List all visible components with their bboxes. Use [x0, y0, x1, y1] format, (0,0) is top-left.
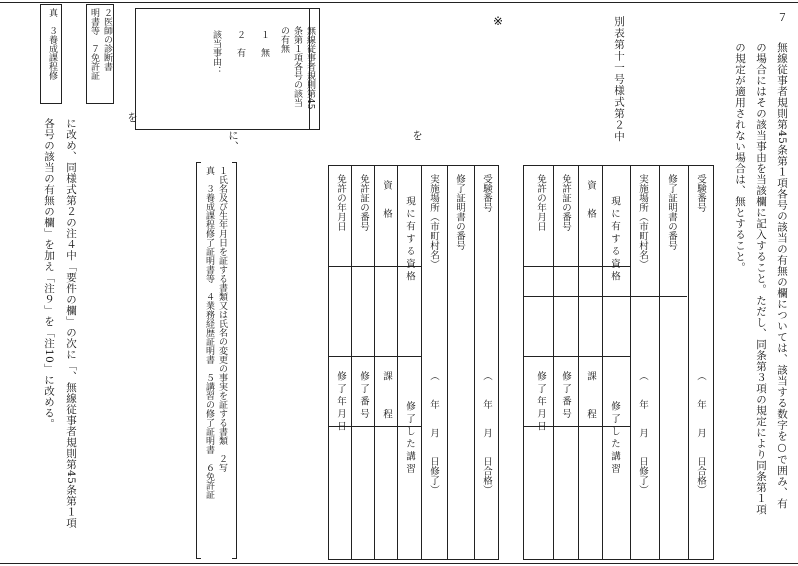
option-none: １ 無	[259, 30, 269, 57]
table-a-exam-label: 受験番号	[695, 174, 706, 212]
table-b-qual-label: 資 格	[381, 180, 392, 218]
closing-line1: に改め、同様式第２の注４中「要件の欄」の次に「、無線従事者規則第45条第１項	[65, 118, 77, 529]
table-a-cert-label: 修了証明書の番号	[666, 174, 677, 250]
attach-new-line1: １氏名及び生年月日を証する書類又は氏名の変更の事実を証する書類 ２写	[217, 166, 227, 472]
table-a-header-right: 修 了 し た 講 習	[609, 401, 620, 474]
connector-wo-1: を	[411, 130, 423, 141]
fragment-a: ２医師の診断書	[102, 8, 112, 71]
rule-line3: の有無	[279, 26, 289, 53]
rule-line1: 無線従事者規則第45	[305, 26, 315, 110]
table-b-exam-value: （ 年 月 日合格）	[481, 371, 492, 495]
table-b-place-value: （ 年 月 日修了）	[428, 371, 439, 495]
table-a-license-no-label: 免許証の番号	[560, 174, 571, 231]
table-b-course-label: 課 程	[381, 371, 392, 419]
table-b-exam-label: 受験番号	[481, 174, 492, 212]
connector-ni: に、	[227, 130, 239, 152]
rule-line2: 条第１項各号の該当	[292, 26, 302, 107]
asterisk-mark: ※	[493, 14, 504, 28]
note7-line2: の場合にはその該当事由を当該欄に記入すること。ただし、同条第３項の規定により同条第１項	[755, 42, 767, 515]
table-a-header-left: 現 に 有 す る 資 格	[609, 196, 620, 281]
table-b-cert-label: 修了証明書の番号	[454, 174, 465, 250]
note7-line3: の規定が適用されない場合は、無とすること。	[734, 42, 746, 273]
table-a-exam-value: （ 年 月 日合格）	[695, 371, 706, 495]
table-b-completion-date-label: 修 了 年 月 日	[335, 371, 346, 431]
table-a	[523, 165, 714, 560]
table-a-license-date-label: 免許の年月日	[535, 174, 546, 231]
fragment-c: 真 ３養成課程修	[47, 8, 57, 80]
fragment-b: 明書等 ７免許証	[89, 8, 99, 80]
connector-wo-2: を	[126, 112, 138, 123]
table-b-header-left: 現 に 有 す る 資 格	[404, 196, 415, 281]
table-b-completion-no-label: 修 了 番 号	[358, 371, 369, 419]
table-a-completion-date-label: 修 了 年 月 日	[535, 371, 546, 431]
table-b-header-right: 修 了 し た 講 習	[404, 401, 415, 474]
closing-line2: 各号の該当の有無の欄」を加え「注９」を「注10」に改める。	[43, 118, 55, 430]
form-reference: 別表第十一号様式第２中	[613, 16, 625, 143]
table-a-place-label: 実施場所（市町村名）	[637, 174, 648, 269]
table-a-completion-no-label: 修 了 番 号	[560, 371, 571, 419]
reason-label: 該当事由：	[211, 30, 221, 75]
table-b-license-date-label: 免許の年月日	[335, 174, 346, 231]
table-b-license-no-label: 免許証の番号	[358, 174, 369, 231]
table-a-course-label: 課 程	[585, 371, 596, 419]
note7-line1: 無線従事者規則第45条第１項各号の該当の有無の欄については、該当する数字を○で囲み、有	[776, 42, 788, 509]
table-a-qual-label: 資 格	[585, 180, 596, 218]
table-a-place-value: （ 年 月 日修了）	[637, 371, 648, 495]
attach-new-line2: 真 ３養成課程修了証明書等 ４業務経歴証明書 ５講習の修了証明書 ６免許証	[204, 166, 214, 499]
table-b	[328, 165, 499, 560]
table-b-place-label: 実施場所（市町村名）	[428, 174, 439, 269]
note7-number: ７	[776, 12, 788, 23]
option-yes: ２ 有	[235, 30, 245, 57]
